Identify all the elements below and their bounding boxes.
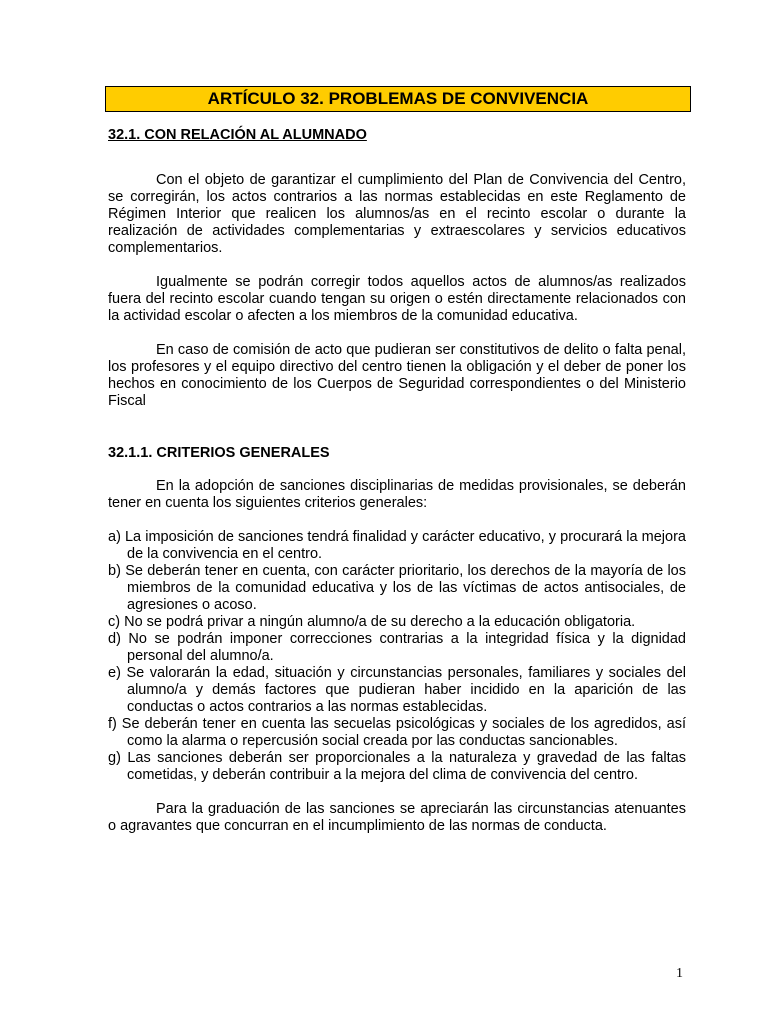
page-number: 1 [676, 966, 683, 981]
intro-paragraph-1: Con el objeto de garantizar el cumplimiento del Plan de Convivencia del Centro, se corregirán, los actos contrarios a las normas establecidas en este Reglamento de Régimen Interior que realicen los alumnos/as en el recinto escolar o durante la realización de actividades complementarias y extraescolares y servicios educativos complementarios. [108, 172, 686, 256]
criteria-list [108, 529, 686, 784]
section-heading: 32.1. CON RELACIÓN AL ALUMNADO [108, 127, 367, 143]
subsection-heading: 32.1.1. CRITERIOS GENERALES [108, 445, 330, 461]
criteria-item-g: g) Las sanciones deberán ser proporcionales a la naturaleza y gravedad de las faltas cometidas, y deberán contribuir a la mejora del clima de convivencia del centro. [108, 750, 686, 783]
closing-paragraph: Para la graduación de las sanciones se apreciarán las circunstancias atenuantes o agravantes que concurran en el incumplimiento de las normas de conducta. [108, 801, 686, 834]
document-page [108, 86, 686, 835]
criteria-item-d: d) No se podrán imponer correcciones contrarias a la integridad física y la dignidad personal del alumno/a. [108, 631, 686, 664]
criteria-item-b: b) Se deberán tener en cuenta, con carácter prioritario, los derechos de la mayoría de los miembros de la comunidad educativa y los de las víctimas de actos antisociales, de agresiones o acoso. [108, 563, 686, 613]
article-title: ARTÍCULO 32. PROBLEMAS DE CONVIVENCIA [105, 86, 691, 112]
criteria-item-a: a) La imposición de sanciones tendrá finalidad y carácter educativo, y procurará la mejora de la convivencia en el centro. [108, 529, 686, 562]
criteria-item-c: c) No se podrá privar a ningún alumno/a de su derecho a la educación obligatoria. [108, 614, 636, 630]
criteria-intro: En la adopción de sanciones disciplinarias de medidas provisionales, se deberán tener en cuenta los siguientes criterios generales: [108, 478, 686, 511]
criteria-item-f: f) Se deberán tener en cuenta las secuelas psicológicas y sociales de los agredidos, así como la alarma o repercusión social creada por las conductas sancionables. [108, 716, 686, 749]
intro-paragraph-2: Igualmente se podrán corregir todos aquellos actos de alumnos/as realizados fuera del recinto escolar cuando tengan su origen o estén directamente relacionados con la actividad escolar o afecten a los miembros de la comunidad educativa. [108, 274, 686, 324]
criteria-item-e: e) Se valorarán la edad, situación y circunstancias personales, familiares y sociales del alumno/a y demás factores que pudieran haber incidido en la aparición de las conductas o actos contrarios a las normas establecidas. [108, 665, 686, 715]
intro-paragraph-3: En caso de comisión de acto que pudieran ser constitutivos de delito o falta penal, los profesores y el equipo directivo del centro tienen la obligación y el deber de poner los hechos en conocimiento de los Cuerpos de Seguridad correspondientes o del Ministerio Fiscal [108, 342, 686, 409]
